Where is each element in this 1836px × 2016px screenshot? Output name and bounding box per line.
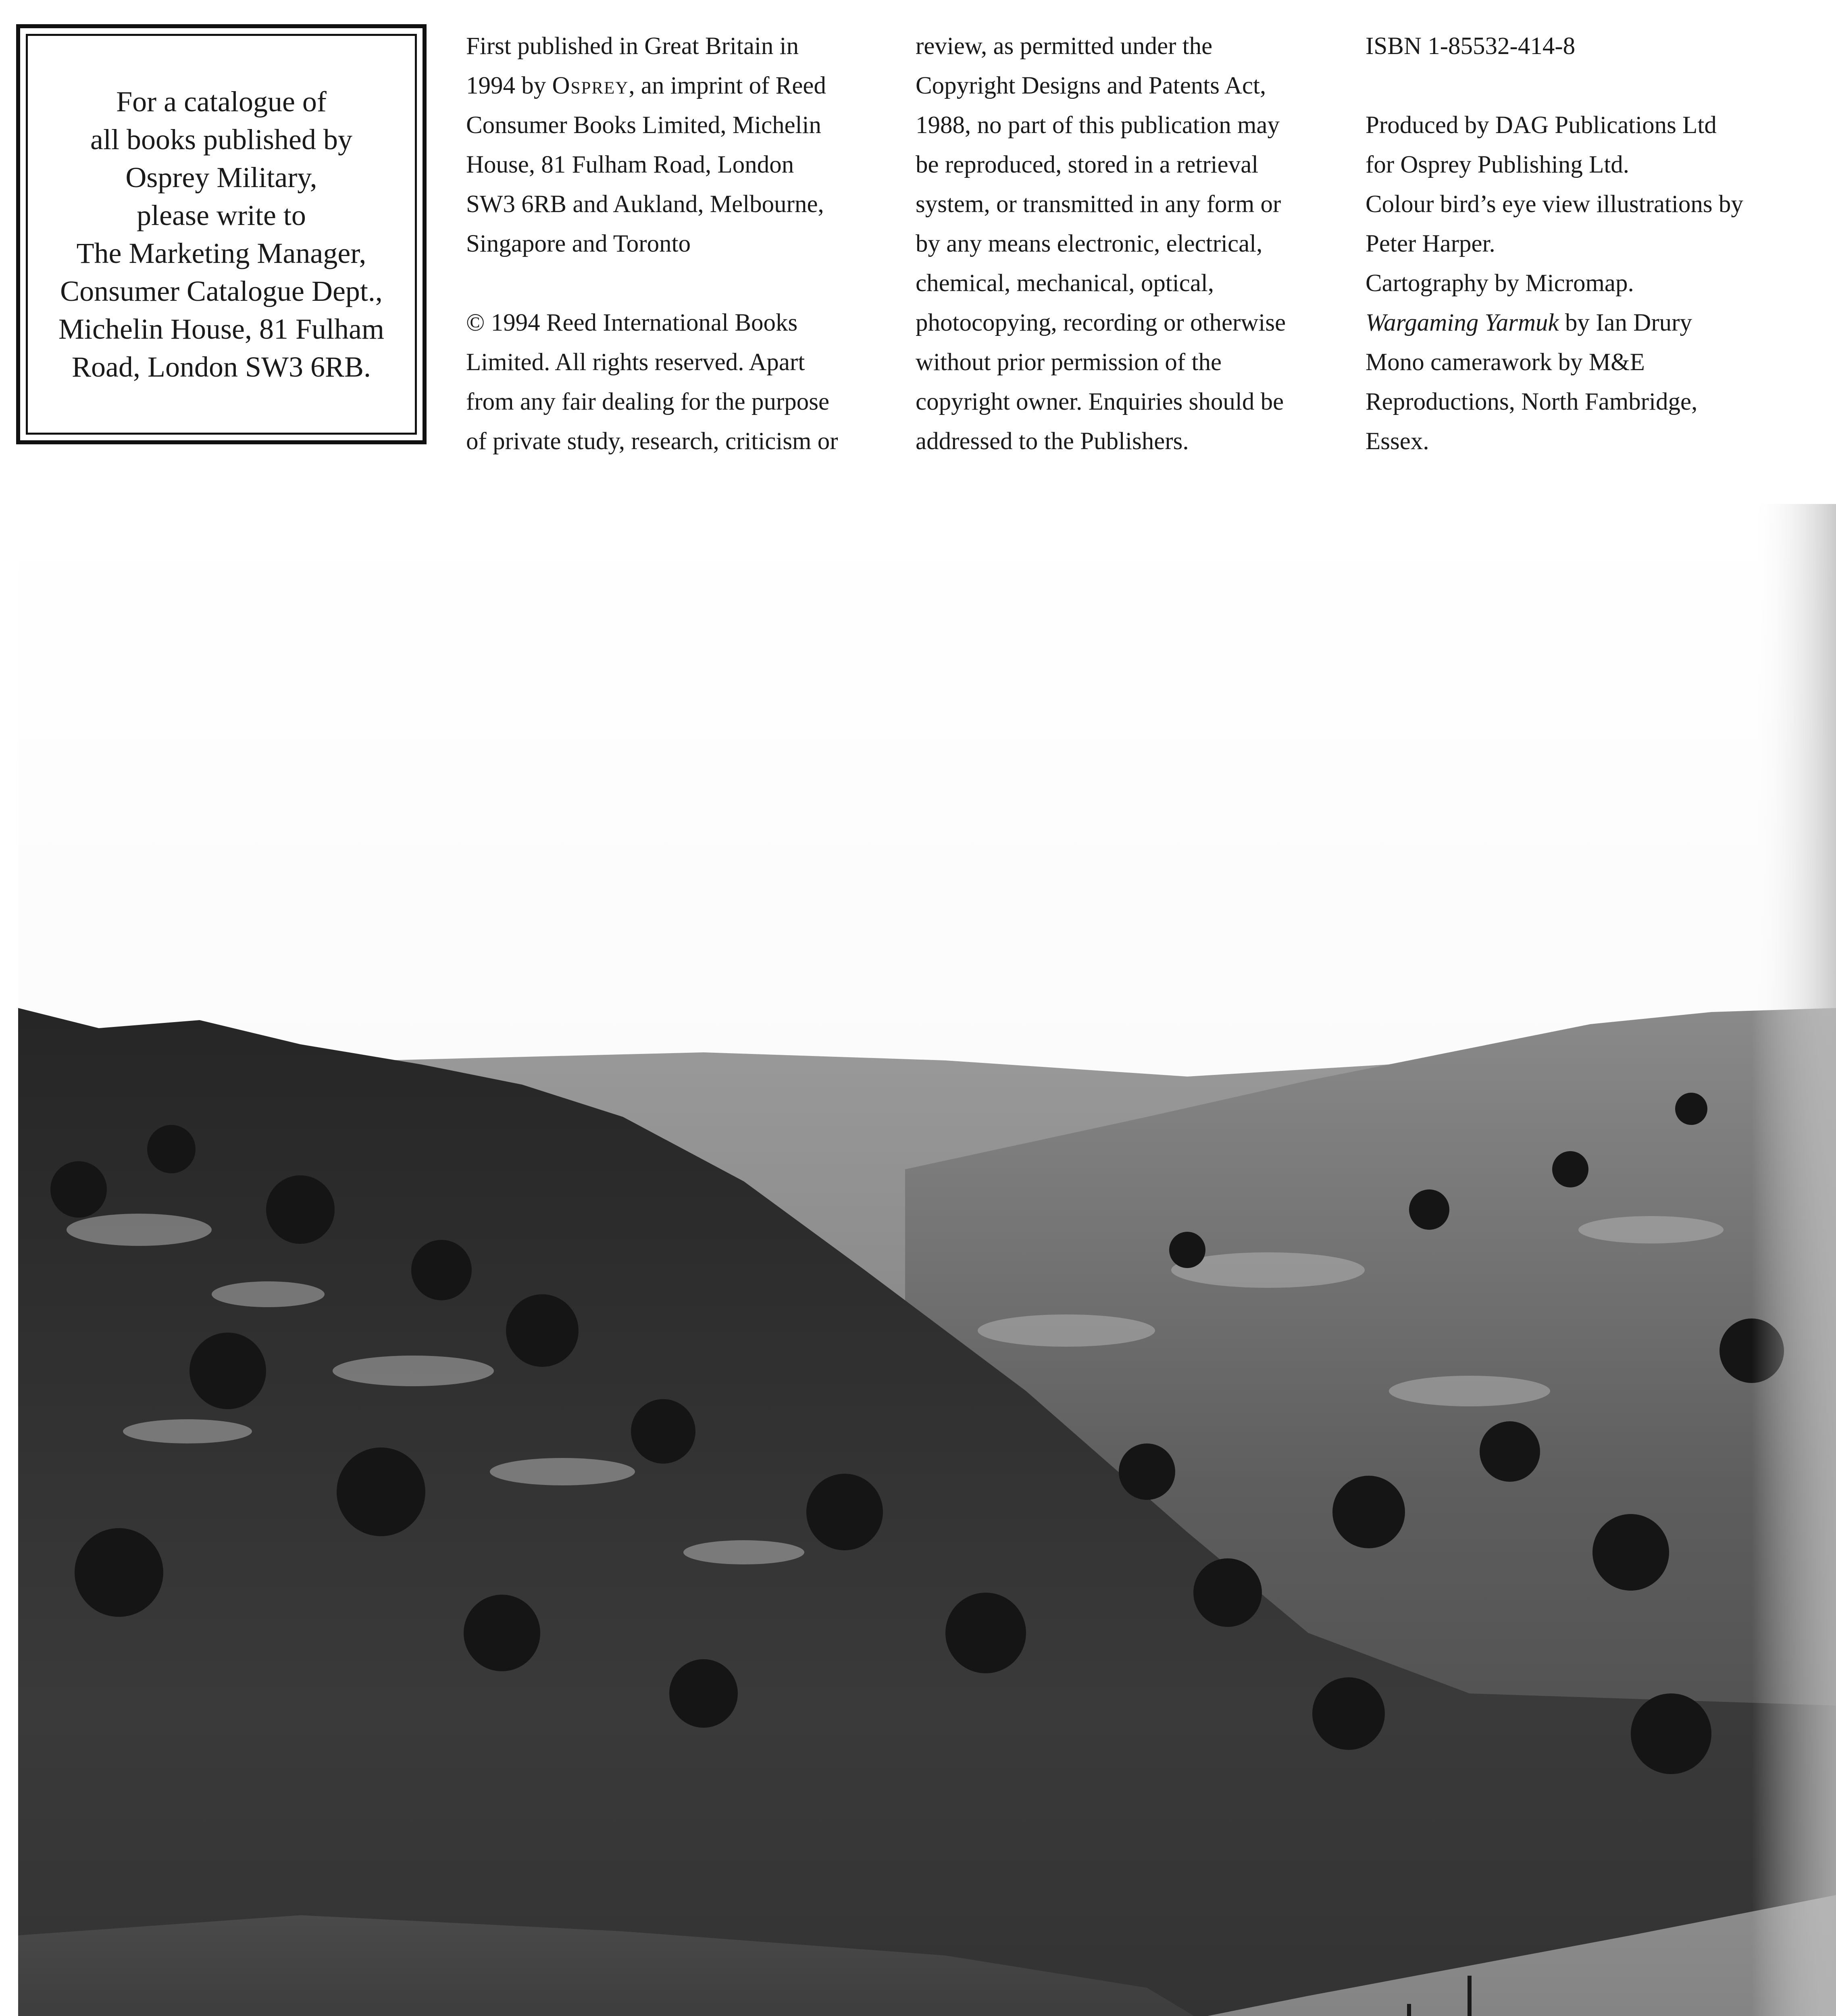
- text-line: 1988, no part of this publication may: [916, 112, 1280, 139]
- text-line: Singapore and Toronto: [466, 230, 691, 257]
- catalogue-line: The Marketing Manager,: [76, 237, 366, 269]
- photo-edge-shadow: [1752, 504, 1836, 2016]
- text-line: review, as permitted under the: [916, 33, 1213, 60]
- text-line: be reproduced, stored in a retrieval: [916, 151, 1259, 178]
- text-line: First published in Great Britain in: [466, 33, 799, 60]
- landscape-photo-graphic: [18, 504, 1836, 2016]
- publication-column: [466, 27, 877, 461]
- text-line: © 1994 Reed International Books: [466, 309, 798, 336]
- catalogue-line: all books published by: [90, 123, 352, 156]
- paragraph-gap: [1366, 66, 1777, 106]
- text-line: addressed to the Publishers.: [916, 428, 1189, 455]
- text-line: Colour bird’s eye view illustrations by: [1366, 191, 1743, 218]
- copyright-paragraph: [466, 303, 877, 461]
- rights-column: [916, 27, 1327, 461]
- catalogue-line: Michelin House, 81 Fulham: [58, 313, 384, 345]
- catalogue-line: Osprey Military,: [125, 161, 317, 194]
- text-line: for Osprey Publishing Ltd.: [1366, 151, 1630, 178]
- catalogue-line: Consumer Catalogue Dept.,: [60, 275, 383, 307]
- text-line: by any means electronic, electrical,: [916, 230, 1263, 257]
- text-line: [466, 66, 877, 106]
- book-title: Wargaming Yarmuk: [1366, 309, 1559, 336]
- landscape-photo: [18, 504, 1836, 2016]
- isbn: ISBN 1-85532-414-8: [1366, 33, 1576, 60]
- catalogue-line: please write to: [137, 199, 306, 231]
- text-line: [1366, 303, 1777, 343]
- text-line: Peter Harper.: [1366, 230, 1495, 257]
- text-line: from any fair dealing for the purpose: [466, 388, 830, 415]
- credits-column: [1366, 27, 1777, 461]
- catalogue-box-inner: [26, 34, 417, 435]
- text-line: of private study, research, criticism or: [466, 428, 838, 455]
- text-fragment: 1994 by: [466, 72, 552, 99]
- text-line: Essex.: [1366, 428, 1429, 455]
- text-fragment: , an imprint of Reed: [629, 72, 826, 99]
- text-line: Produced by DAG Publications Ltd: [1366, 112, 1717, 139]
- text-line: chemical, mechanical, optical,: [916, 270, 1214, 297]
- catalogue-box: [16, 24, 427, 444]
- catalogue-line: For a catalogue of: [116, 85, 327, 118]
- text-line: without prior permission of the: [916, 349, 1222, 376]
- text-line: Limited. All rights reserved. Apart: [466, 349, 805, 376]
- text-line: Copyright Designs and Patents Act,: [916, 72, 1266, 99]
- publication-paragraph: [466, 27, 877, 264]
- paragraph-gap: [466, 264, 877, 303]
- text-line: Mono camerawork by M&E: [1366, 349, 1645, 376]
- text-line: Reproductions, North Fambridge,: [1366, 388, 1698, 415]
- text-fragment: by Ian Drury: [1559, 309, 1692, 336]
- text-line: system, or transmitted in any form or: [916, 191, 1281, 218]
- text-line: House, 81 Fulham Road, London: [466, 151, 794, 178]
- text-line: copyright owner. Enquiries should be: [916, 388, 1284, 415]
- text-line: photocopying, recording or otherwise: [916, 309, 1286, 336]
- text-line: SW3 6RB and Aukland, Melbourne,: [466, 191, 824, 218]
- text-line: Cartography by Micromap.: [1366, 270, 1634, 297]
- text-line: Consumer Books Limited, Michelin: [466, 112, 822, 139]
- publisher-brand: Osprey: [552, 72, 629, 99]
- catalogue-line: Road, London SW3 6RB.: [71, 351, 371, 383]
